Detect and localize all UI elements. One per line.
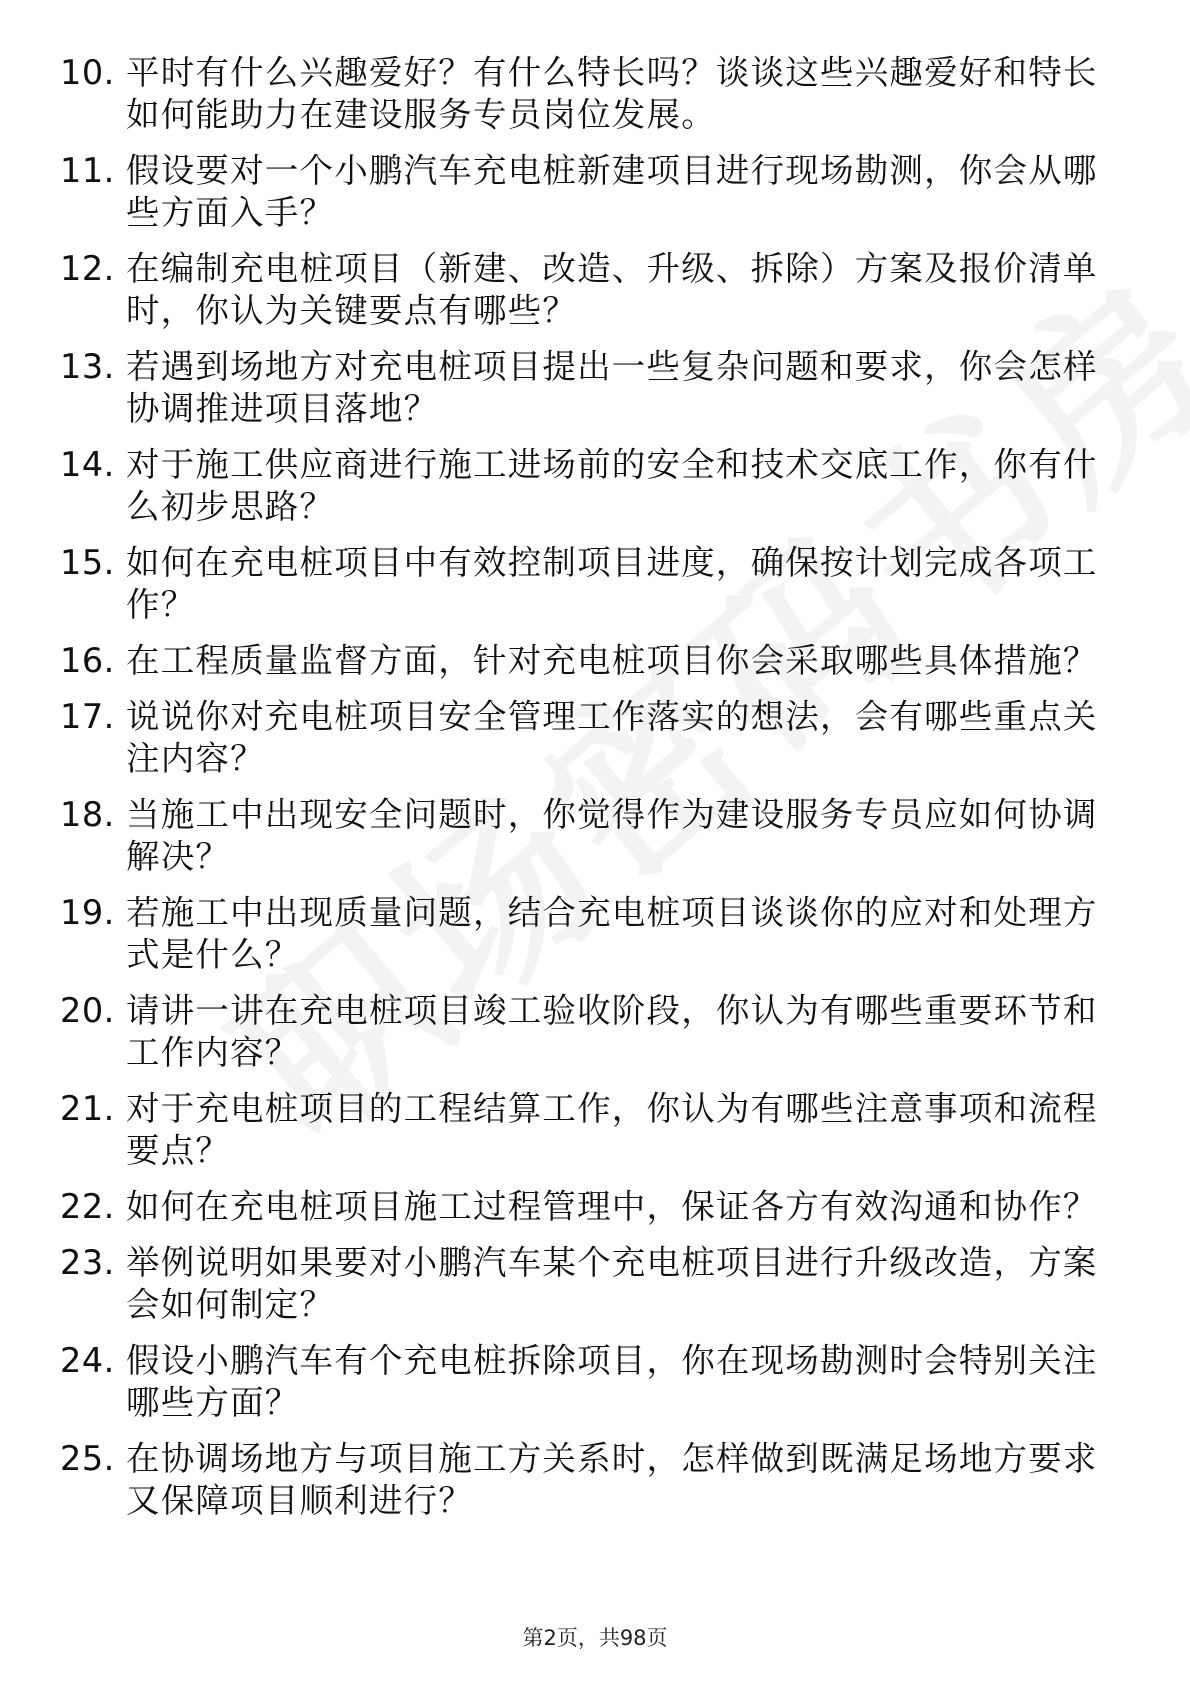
question-number: 11. xyxy=(60,151,115,190)
question-number: 19. xyxy=(60,893,115,932)
list-item xyxy=(60,892,1130,976)
question-number: 15. xyxy=(60,543,115,582)
list-item xyxy=(60,444,1130,528)
question-number: 13. xyxy=(60,347,115,386)
list-item xyxy=(60,1242,1130,1326)
list-item xyxy=(60,346,1130,430)
list-item xyxy=(60,52,1130,136)
question-text: 举例说明如果要对小鹏汽车某个充电桩项目进行升级改造，方案会如何制定？ xyxy=(126,1243,1098,1324)
list-item xyxy=(60,1438,1130,1522)
question-text: 当施工中出现安全问题时，你觉得作为建设服务专员应如何协调解决？ xyxy=(126,795,1098,876)
list-item xyxy=(60,696,1130,780)
question-number: 25. xyxy=(60,1439,115,1478)
question-number: 12. xyxy=(60,249,115,288)
question-number: 24. xyxy=(60,1341,115,1380)
question-text: 说说你对充电桩项目安全管理工作落实的想法，会有哪些重点关注内容？ xyxy=(126,697,1098,778)
list-item xyxy=(60,640,1130,682)
question-number: 17. xyxy=(60,697,115,736)
question-text: 请讲一讲在充电桩项目竣工验收阶段，你认为有哪些重要环节和工作内容？ xyxy=(126,991,1098,1072)
question-text: 若遇到场地方对充电桩项目提出一些复杂问题和要求，你会怎样协调推进项目落地？ xyxy=(126,347,1098,428)
question-text: 在工程质量监督方面，针对充电桩项目你会采取哪些具体措施？ xyxy=(126,641,1098,680)
question-text: 对于施工供应商进行施工进场前的安全和技术交底工作，你有什么初步思路？ xyxy=(126,445,1098,526)
question-text: 若施工中出现质量问题，结合充电桩项目谈谈你的应对和处理方式是什么？ xyxy=(126,893,1098,974)
list-item xyxy=(60,794,1130,878)
list-item xyxy=(60,248,1130,332)
question-number: 21. xyxy=(60,1089,115,1128)
list-item xyxy=(60,1088,1130,1172)
question-number: 22. xyxy=(60,1187,115,1226)
question-number: 14. xyxy=(60,445,115,484)
question-number: 23. xyxy=(60,1243,115,1282)
question-text: 平时有什么兴趣爱好？有什么特长吗？谈谈这些兴趣爱好和特长如何能助力在建设服务专员岗位发展。 xyxy=(126,53,1098,134)
list-item xyxy=(60,542,1130,626)
page-footer: 第2页，共98页 xyxy=(522,1626,668,1650)
question-text: 如何在充电桩项目中有效控制项目进度，确保按计划完成各项工作？ xyxy=(126,543,1098,624)
question-text: 如何在充电桩项目施工过程管理中，保证各方有效沟通和协作？ xyxy=(126,1187,1098,1226)
question-number: 16. xyxy=(60,641,115,680)
question-list xyxy=(60,52,1130,1536)
list-item xyxy=(60,1186,1130,1228)
question-number: 10. xyxy=(60,53,115,92)
question-text: 在编制充电桩项目（新建、改造、升级、拆除）方案及报价清单时，你认为关键要点有哪些？ xyxy=(126,249,1098,330)
question-number: 20. xyxy=(60,991,115,1030)
list-item xyxy=(60,150,1130,234)
list-item xyxy=(60,1340,1130,1424)
question-number: 18. xyxy=(60,795,115,834)
question-text: 假设小鹏汽车有个充电桩拆除项目，你在现场勘测时会特别关注哪些方面？ xyxy=(126,1341,1098,1422)
question-text: 假设要对一个小鹏汽车充电桩新建项目进行现场勘测，你会从哪些方面入手？ xyxy=(126,151,1098,232)
question-text: 在协调场地方与项目施工方关系时，怎样做到既满足场地方要求又保障项目顺利进行？ xyxy=(126,1439,1098,1520)
question-text: 对于充电桩项目的工程结算工作，你认为有哪些注意事项和流程要点？ xyxy=(126,1089,1098,1170)
list-item xyxy=(60,990,1130,1074)
